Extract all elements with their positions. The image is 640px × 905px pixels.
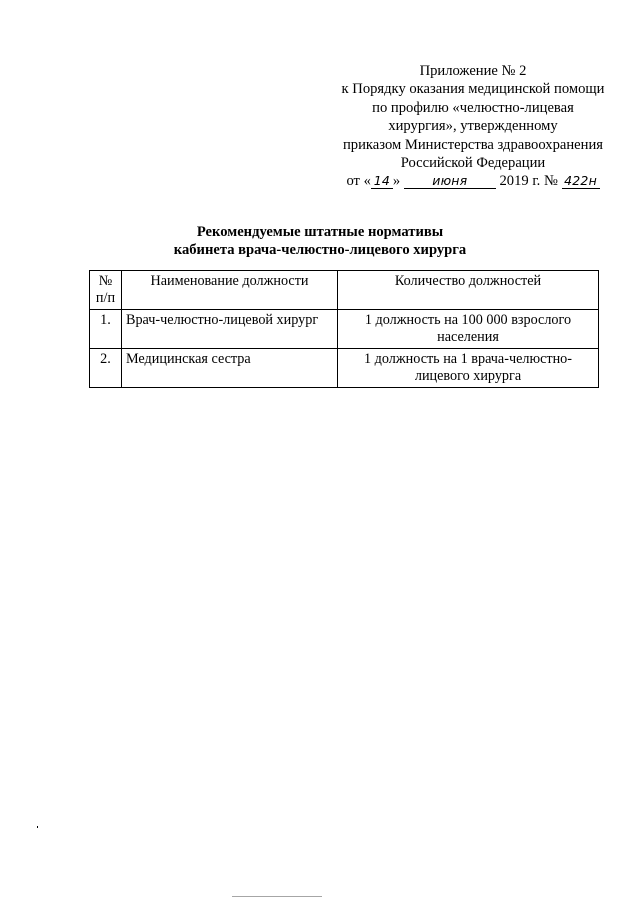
annex-line: к Порядку оказания медицинской помощи [341, 81, 605, 98]
header-number: № п/п [90, 271, 122, 310]
header-count: Количество должностей [338, 271, 599, 310]
date-prefix: от « [346, 173, 371, 190]
annex-line: хирургия», утвержденному [388, 118, 558, 135]
title-line-2: кабинета врача-челюстно-лицевого хирурга [173, 241, 467, 258]
table-row [90, 310, 599, 349]
annex-title: Приложение № 2 [419, 63, 527, 79]
date-month-handwritten: июня [404, 174, 496, 189]
header-position: Наименование должности [122, 271, 338, 310]
date-mid: » [392, 173, 401, 190]
staffing-table [89, 270, 599, 388]
row-number: 1. [90, 310, 122, 349]
annex-line: Российской Федерации [400, 155, 546, 172]
row-position: Медицинская сестра [122, 349, 338, 388]
date-year: 2019 г. № [499, 173, 558, 190]
scan-speck [37, 826, 38, 828]
annex-line: по профилю «челюстно-лицевая [372, 99, 574, 116]
table-row [90, 349, 599, 388]
annex-block [330, 62, 616, 191]
row-number: 2. [90, 349, 122, 388]
row-count: 1 должность на 1 врача-челюстно-лицевого хирурга [338, 349, 599, 388]
title-line-1: Рекомендуемые штатные нормативы [196, 224, 444, 240]
scan-speck [232, 896, 322, 897]
row-count: 1 должность на 100 000 взрослого населения [338, 310, 599, 349]
document-title [0, 224, 640, 259]
date-day-handwritten: 14 [371, 174, 393, 189]
row-position: Врач-челюстно-лицевой хирург [122, 310, 338, 349]
annex-line: приказом Министерства здравоохранения [343, 136, 603, 153]
order-number-handwritten: 422н [562, 174, 600, 189]
table-header-row [90, 271, 599, 310]
order-date-line [330, 172, 616, 190]
